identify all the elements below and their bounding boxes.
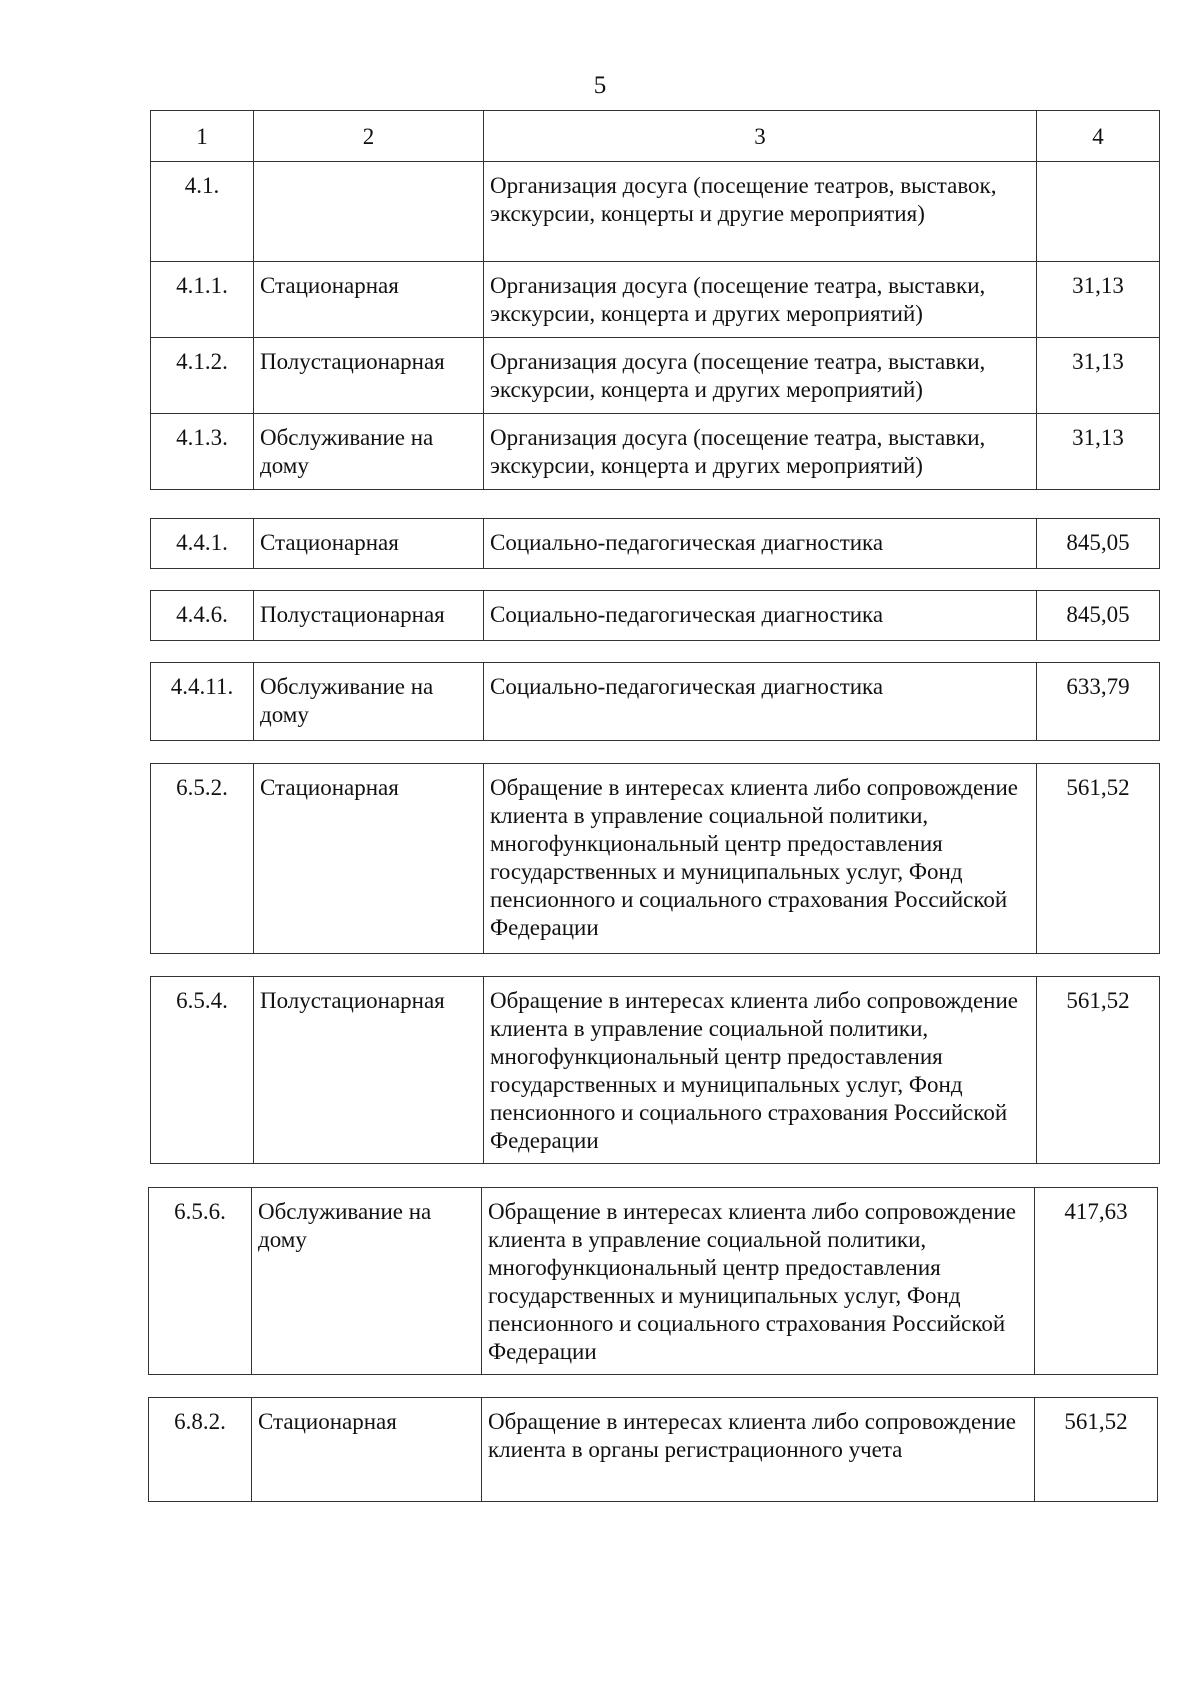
row-code: 4.4.11. [151, 663, 254, 741]
row-service: Организация досуга (посещение театров, выставок, экскурсии, концерты и другие мероприятия) [484, 162, 1037, 262]
row-form [254, 162, 484, 262]
row-price: 31,13 [1037, 338, 1160, 414]
row-price: 845,05 [1037, 519, 1160, 569]
services-table-fragment [148, 1397, 1158, 1502]
column-header-4: 4 [1037, 111, 1160, 162]
table-row [149, 1188, 1158, 1375]
row-code: 4.1.3. [151, 414, 254, 490]
row-service: Социально-педагогическая диагностика [484, 591, 1037, 641]
row-code: 6.5.6. [149, 1188, 252, 1375]
table-row [151, 519, 1160, 569]
row-service: Социально-педагогическая диагностика [484, 519, 1037, 569]
row-form: Обслуживание на дому [254, 663, 484, 741]
row-service: Организация досуга (посещение театра, выставки, экскурсии, концерта и других мероприятий) [484, 414, 1037, 490]
table-row [151, 764, 1160, 954]
row-code: 4.1.1. [151, 262, 254, 338]
row-price: 561,52 [1037, 764, 1160, 954]
row-form: Полустационарная [254, 977, 484, 1164]
services-table-fragment [150, 662, 1160, 741]
row-form: Стационарная [254, 519, 484, 569]
services-table-fragment [150, 518, 1160, 569]
table-row [149, 1398, 1158, 1502]
row-price: 845,05 [1037, 591, 1160, 641]
row-price: 633,79 [1037, 663, 1160, 741]
table-row [151, 414, 1160, 490]
services-table-fragment [150, 976, 1160, 1164]
table-row [151, 162, 1160, 262]
column-header-3: 3 [484, 111, 1037, 162]
row-service: Обращение в интересах клиента либо сопровождение клиента в управление социальной политики, многофункциональный центр предоставления государственных и муниципальных услуг, Фонд пенсионного и социального страхования Российской Федерации [484, 977, 1037, 1164]
table-row [151, 663, 1160, 741]
table-row [151, 338, 1160, 414]
row-form: Обслуживание на дому [252, 1188, 482, 1375]
row-form: Стационарная [254, 764, 484, 954]
row-service: Социально-педагогическая диагностика [484, 663, 1037, 741]
row-code: 4.1. [151, 162, 254, 262]
row-price [1037, 162, 1160, 262]
row-service: Организация досуга (посещение театра, выставки, экскурсии, концерта и других мероприятий) [484, 262, 1037, 338]
row-service: Организация досуга (посещение театра, выставки, экскурсии, концерта и других мероприятий) [484, 338, 1037, 414]
column-header-2: 2 [254, 111, 484, 162]
row-service: Обращение в интересах клиента либо сопровождение клиента в управление социальной политики, многофункциональный центр предоставления государственных и муниципальных услуг, Фонд пенсионного и социального страхования Российской Федерации [482, 1188, 1035, 1375]
row-code: 6.5.2. [151, 764, 254, 954]
row-code: 4.4.6. [151, 591, 254, 641]
row-form: Стационарная [254, 262, 484, 338]
table-row [151, 591, 1160, 641]
services-table-fragment [150, 763, 1160, 954]
page-number: 5 [593, 72, 607, 99]
row-code: 4.1.2. [151, 338, 254, 414]
row-code: 4.4.1. [151, 519, 254, 569]
table-row [151, 977, 1160, 1164]
row-code: 6.5.4. [151, 977, 254, 1164]
row-price: 561,52 [1037, 977, 1160, 1164]
table-row [151, 262, 1160, 338]
row-price: 31,13 [1037, 262, 1160, 338]
row-price: 417,63 [1035, 1188, 1158, 1375]
row-service: Обращение в интересах клиента либо сопровождение клиента в органы регистрационного учета [482, 1398, 1035, 1502]
row-form: Полустационарная [254, 591, 484, 641]
services-table-main [150, 110, 1160, 490]
services-table-fragment [148, 1187, 1158, 1375]
row-price: 561,52 [1035, 1398, 1158, 1502]
row-price: 31,13 [1037, 414, 1160, 490]
row-form: Полустационарная [254, 338, 484, 414]
table-header-row [151, 111, 1160, 162]
column-header-1: 1 [151, 111, 254, 162]
services-table-fragment [150, 590, 1160, 641]
row-service: Обращение в интересах клиента либо сопровождение клиента в управление социальной политики, многофункциональный центр предоставления государственных и муниципальных услуг, Фонд пенсионного и социального страхования Российской Федерации [484, 764, 1037, 954]
row-form: Обслуживание на дому [254, 414, 484, 490]
row-code: 6.8.2. [149, 1398, 252, 1502]
row-form: Стационарная [252, 1398, 482, 1502]
